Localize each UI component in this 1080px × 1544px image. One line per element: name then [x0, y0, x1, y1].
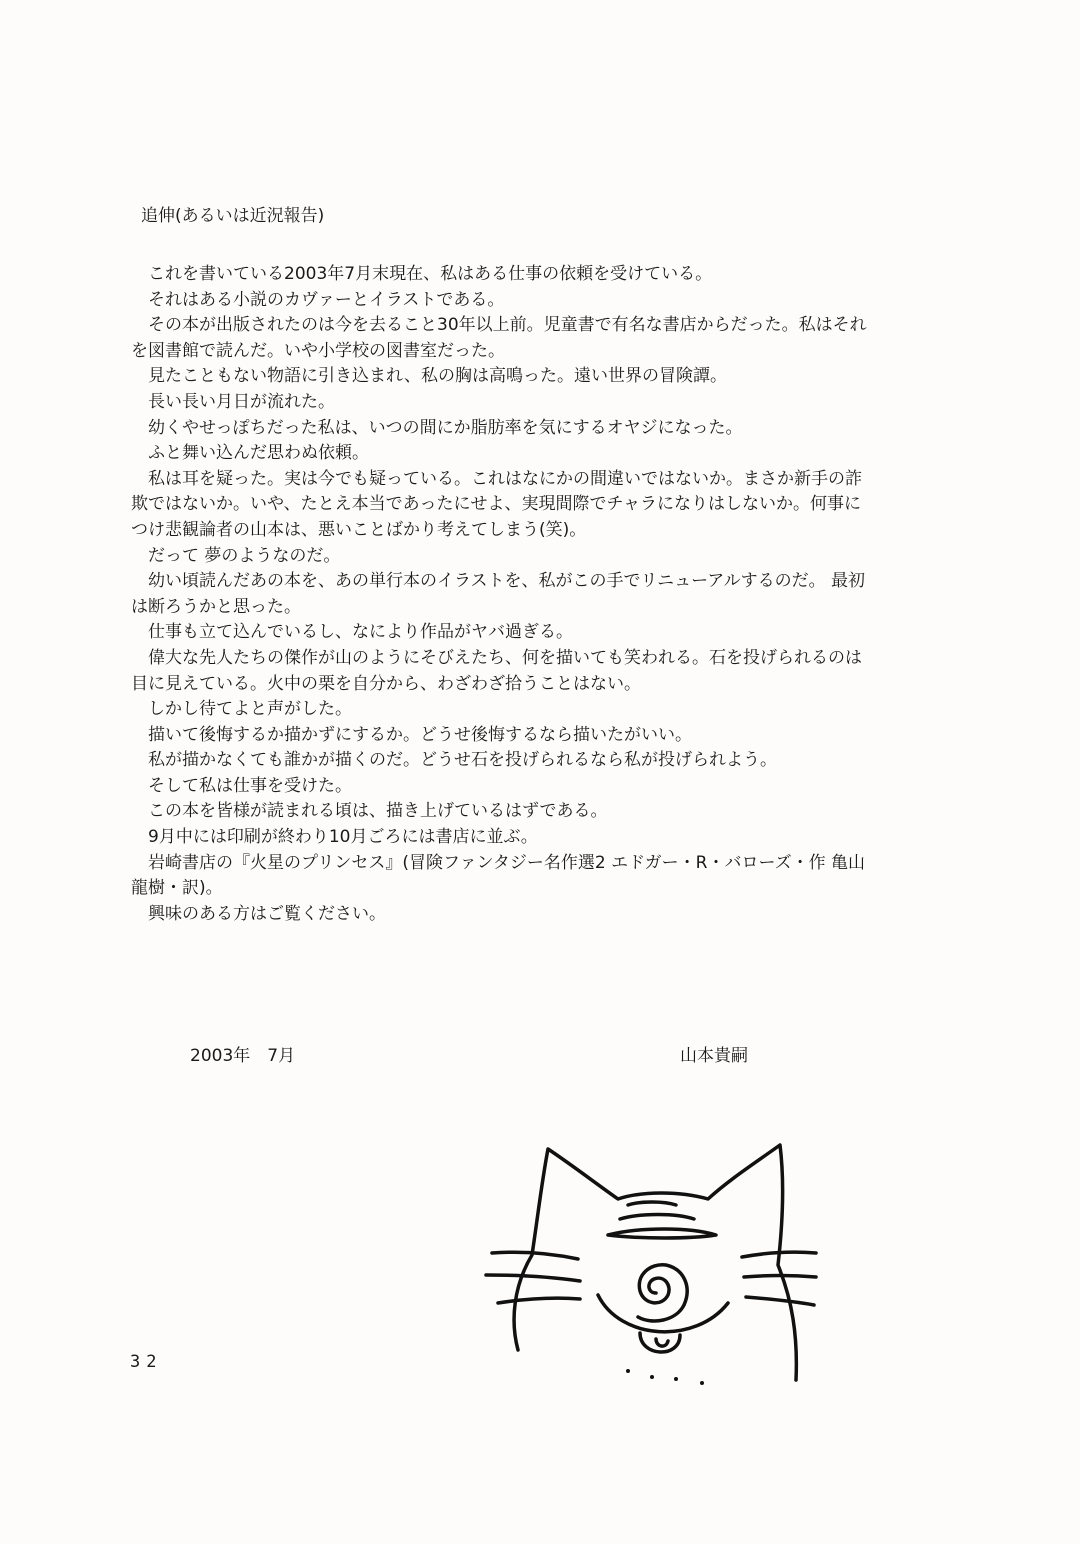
- paragraph: それはある小説のカヴァーとイラストである。: [148, 289, 505, 310]
- paragraph: 長い長い月日が流れた。: [148, 391, 335, 412]
- paragraph: ふと舞い込んだ思わぬ依頼。: [148, 443, 369, 464]
- page-number: 32: [130, 1352, 163, 1372]
- paragraph: 偉大な先人たちの傑作が山のようにそびえたち、何を描いても笑われる。石を投げられるのは目に見えている。火中の栗を自分から、わざわざ拾うことはない。: [131, 647, 862, 694]
- paragraph: その本が出版されたのは今を去ること30年以上前。児童書で有名な書店からだった。私はそれを図書館で読んだ。いや小学校の図書室だった。: [131, 315, 867, 361]
- paragraph: だって 夢のようなのだ。: [148, 545, 341, 566]
- paragraph: しかし待てよと声がした。: [148, 699, 352, 720]
- paragraph: 私は耳を疑った。実は今でも疑っている。これはなにかの間違いではないか。まさか新手の詐欺ではないか。いや、たとえ本当であったにせよ、実現間際でチャラになりはしないか。何事につけ悲観論者の山本は、悪いことばかり考えてしまう(笑)。: [131, 468, 862, 540]
- paragraph: 9月中には印刷が終わり10月ごろには書店に並ぶ。: [148, 827, 538, 848]
- paragraph: 描いて後悔するか描かずにするか。どうせ後悔するなら描いたがいい。: [148, 724, 692, 745]
- paragraph: この本を皆様が読まれる頃は、描き上げているはずである。: [148, 801, 608, 822]
- section-heading: 追伸(あるいは近況報告): [141, 206, 325, 226]
- cat-face-doodle-icon: [480, 1135, 820, 1395]
- body-text: [131, 262, 873, 927]
- paragraph: 私が描かなくても誰かが描くのだ。どうせ石を投げられるなら私が投げられよう。: [148, 750, 777, 771]
- paragraph: 興味のある方はご覧ください。: [148, 903, 386, 924]
- paragraph: 仕事も立て込んでいるし、なにより作品がヤバ過ぎる。: [148, 622, 573, 643]
- paragraph: これを書いている2003年7月末現在、私はある仕事の依頼を受けている。: [148, 264, 713, 284]
- paragraph: 見たこともない物語に引き込まれ、私の胸は高鳴った。遠い世界の冒険譚。: [148, 366, 728, 387]
- paragraph: 幼い頃読んだあの本を、あの単行本のイラストを、私がこの手でリニューアルするのだ。 最初は断ろうかと思った。: [131, 571, 866, 617]
- paragraph: 幼くやせっぽちだった私は、いつの間にか脂肪率を気にするオヤジになった。: [148, 417, 743, 438]
- paragraph: そして私は仕事を受けた。: [148, 775, 352, 796]
- author-name: 山本貴嗣: [680, 1046, 748, 1066]
- paragraph: 岩崎書店の『火星のプリンセス』(冒険ファンタジー名作選2 エドガー・R・バローズ・作 亀山龍樹・訳)。: [131, 852, 866, 899]
- date-line: 2003年 7月: [190, 1046, 296, 1066]
